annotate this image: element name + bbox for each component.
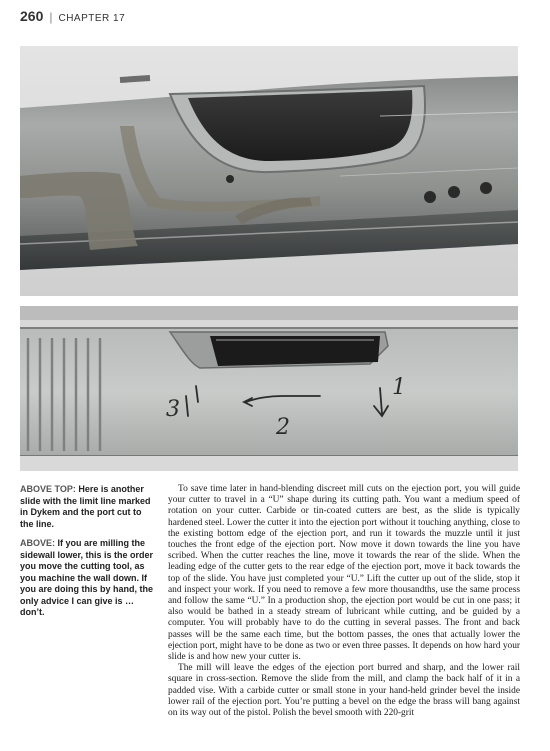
annotation-1: 1 <box>392 375 406 400</box>
annotation-3: 3 <box>166 397 180 422</box>
body-text <box>168 484 520 719</box>
caption-above-top <box>20 484 156 530</box>
photo-slide-port-dykem <box>20 46 518 296</box>
caption-text: If you are milling the sidewall lower, this is the order you move the cutting tool, as you machine the wall down. If you are doing this by hand, the only advice I can give is … don’t. <box>20 538 154 617</box>
photo-captions <box>20 484 156 627</box>
photo-slide-cutting-order <box>20 306 518 471</box>
body-paragraph: To save time later in hand-blending discreet mill cuts on the ejection port, you will guide your cutter to travel in a “U” shape during its cutting path. You want a medium speed of rotation on your cutter. Carbide or tin-coated cutters are best, as the slide is typically hardened steel. Lower the cutter it into the ejection port without it touching anything, close to the existing bottom edge of the ejection port, and run it towards the muzzle until it just touches the front edge of the ejection port. Now move it down towards the line you have scribed. When the cutter reaches the line, move it towards the rear of the slide. When the leading edge of the cutter gets to the rear edge of the ejection port, move it back towards the top of the slide. You have just completed your “U.” Lift the cutter up out of the slide, stop it and inspect your work. If you need to remove a few more thousandths, use the same process and follow the same “U.” In a production shop, the ejection port would be cut in one pass; it also would be bathed in a steady stream of lubricant while cutting, and be guided by a computer. You will probably have to do the cutting in several passes. The front and back passes will be the same each time, but the bottom passes, the ones that actually lower the ejection port, might have to be done as two or even three passes. It depends on how hard your slide is and how new your cutter is. <box>168 484 520 663</box>
photo-slide-cutting-order-image <box>20 306 518 471</box>
caption-text: Here is another slide with the limit line marked in Dykem and the port cut to the line. <box>20 484 151 529</box>
caption-lead: ABOVE: <box>20 538 56 548</box>
annotation-2: 2 <box>276 415 290 440</box>
caption-lead: ABOVE TOP: <box>20 484 76 494</box>
photo-slide-port-dykem-image <box>20 46 518 296</box>
caption-above <box>20 538 156 619</box>
page-number: 260 <box>20 8 44 24</box>
chapter-label: CHAPTER 17 <box>58 13 126 24</box>
body-paragraph: The mill will leave the edges of the ejection port burred and sharp, and the lower rail square in cross-section. Remove the slide from the mill, and clamp the back half of it in a padded vise. With a carbide cutter or small stone in your hand-held grinder bevel the inside lower rail of the ejection port. You’re putting a bevel on the edge the brass will bang against on its way out of the pistol. Polish the bevel smooth with 220-grit <box>168 663 520 719</box>
page-header <box>20 8 125 24</box>
header-separator: | <box>49 10 53 24</box>
